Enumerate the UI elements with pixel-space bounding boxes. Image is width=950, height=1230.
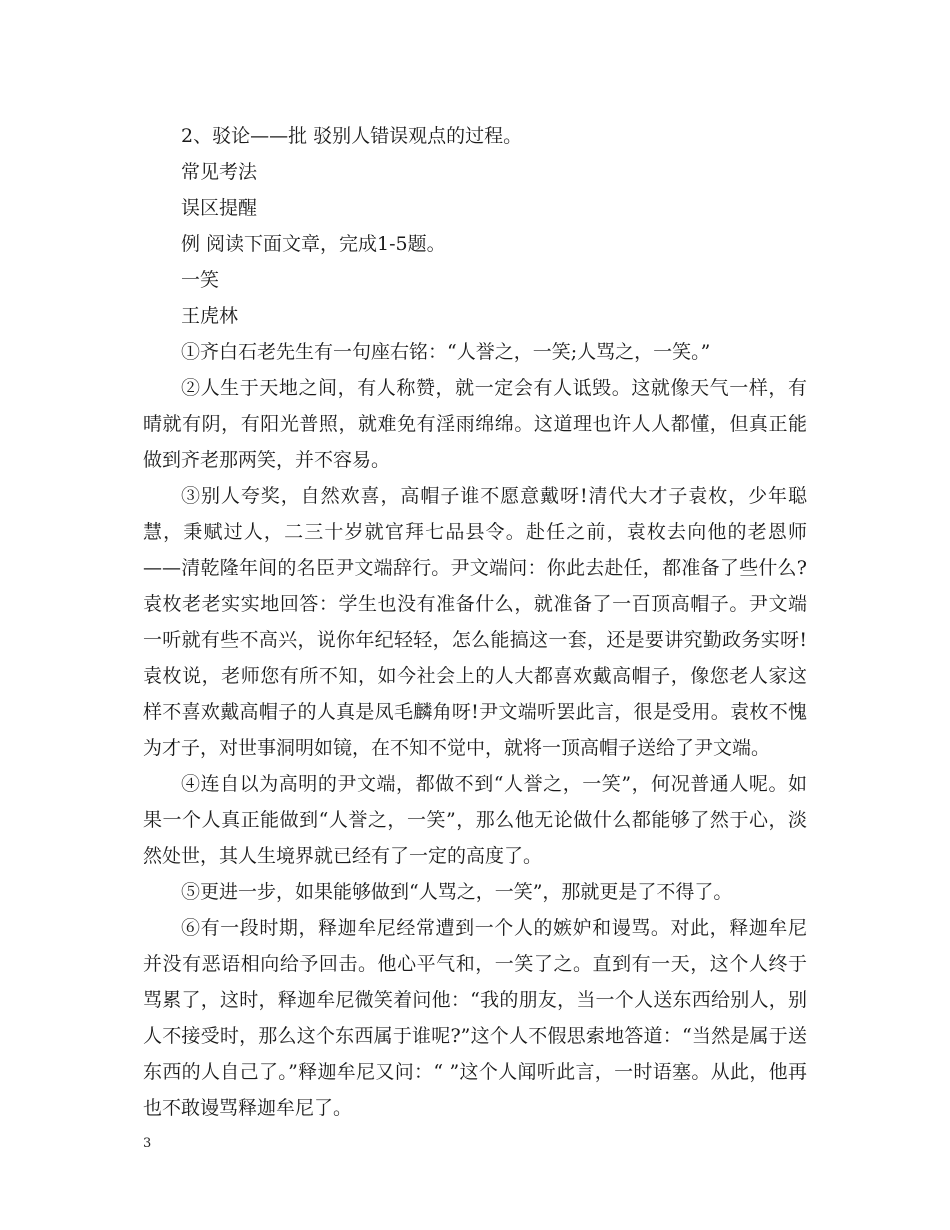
paragraph-1: ①齐白石老先生有一句座右铭：“人誉之，一笑;人骂之，一笑。”: [181, 341, 711, 363]
paragraph-3: ③别人夸奖，自然欢喜，高帽子谁不愿意戴呀!清代大才子袁枚，少年聪慧，秉赋过人，二三十岁就官拜七品县令。赴任之前，袁枚去向他的老恩师——清乾隆年间的名臣尹文端辞行。尹文端问：你此去赴任，都准备了些什么?袁枚老老实实地回答：学生也没有准备什么，就准备了一百顶高帽子。尹文端一听就有些不高兴，说你年纪轻轻，怎么能搞这一套，还是要讲究勤政务实呀!袁枚说，老师您有所不知，如今社会上的人大都喜欢戴高帽子，像您老人家这样不喜欢戴高帽子的人真是凤毛麟角呀!尹文端听罢此言，很是受用。袁枚不愧为才子，对世事洞明如镜，在不知不觉中，就将一顶高帽子送给了尹文端。: [143, 485, 807, 759]
exercise-instruction: 例 阅读下面文章，完成1-5题。: [181, 233, 446, 255]
section-heading-refutation: 2、驳论——批 驳别人错误观点的过程。: [181, 125, 523, 147]
document-body: [143, 118, 807, 1126]
paragraph-2: ②人生于天地之间，有人称赞，就一定会有人诋毁。这就像天气一样，有晴就有阴，有阳光普照，就难免有淫雨绵绵。这道理也许人人都懂，但真正能做到齐老那两笑，并不容易。: [143, 377, 807, 471]
label-misconception-reminder: 误区提醒: [181, 197, 258, 219]
paragraph-6: ⑥有一段时期，释迦牟尼经常遭到一个人的嫉妒和谩骂。对此，释迦牟尼并没有恶语相向给予回击。他心平气和，一笑了之。直到有一天，这个人终于骂累了，这时，释迦牟尼微笑着问他：“我的朋友，当一个人送东西给别人，别人不接受时，那么这个东西属于谁呢?”这个人不假思索地答道：“当然是属于送东西的人自己了。”释迦牟尼又问：“ ”这个人闻听此言，一时语塞。从此，他再也不敢谩骂释迦牟尼了。: [143, 917, 807, 1119]
page-number: 3: [143, 1136, 152, 1151]
paragraph-4: ④连自以为高明的尹文端，都做不到“人誉之，一笑”，何况普通人呢。如果一个人真正能做到“人誉之，一笑”，那么他无论做什么都能够了然于心，淡然处世，其人生境界就已经有了一定的高度了。: [143, 773, 807, 867]
paragraph-5: ⑤更进一步，如果能够做到“人骂之，一笑”，那就更是了不得了。: [181, 881, 733, 903]
article-author: 王虎林: [181, 305, 239, 327]
label-common-test-methods: 常见考法: [181, 161, 258, 183]
article-title: 一笑: [181, 269, 220, 291]
